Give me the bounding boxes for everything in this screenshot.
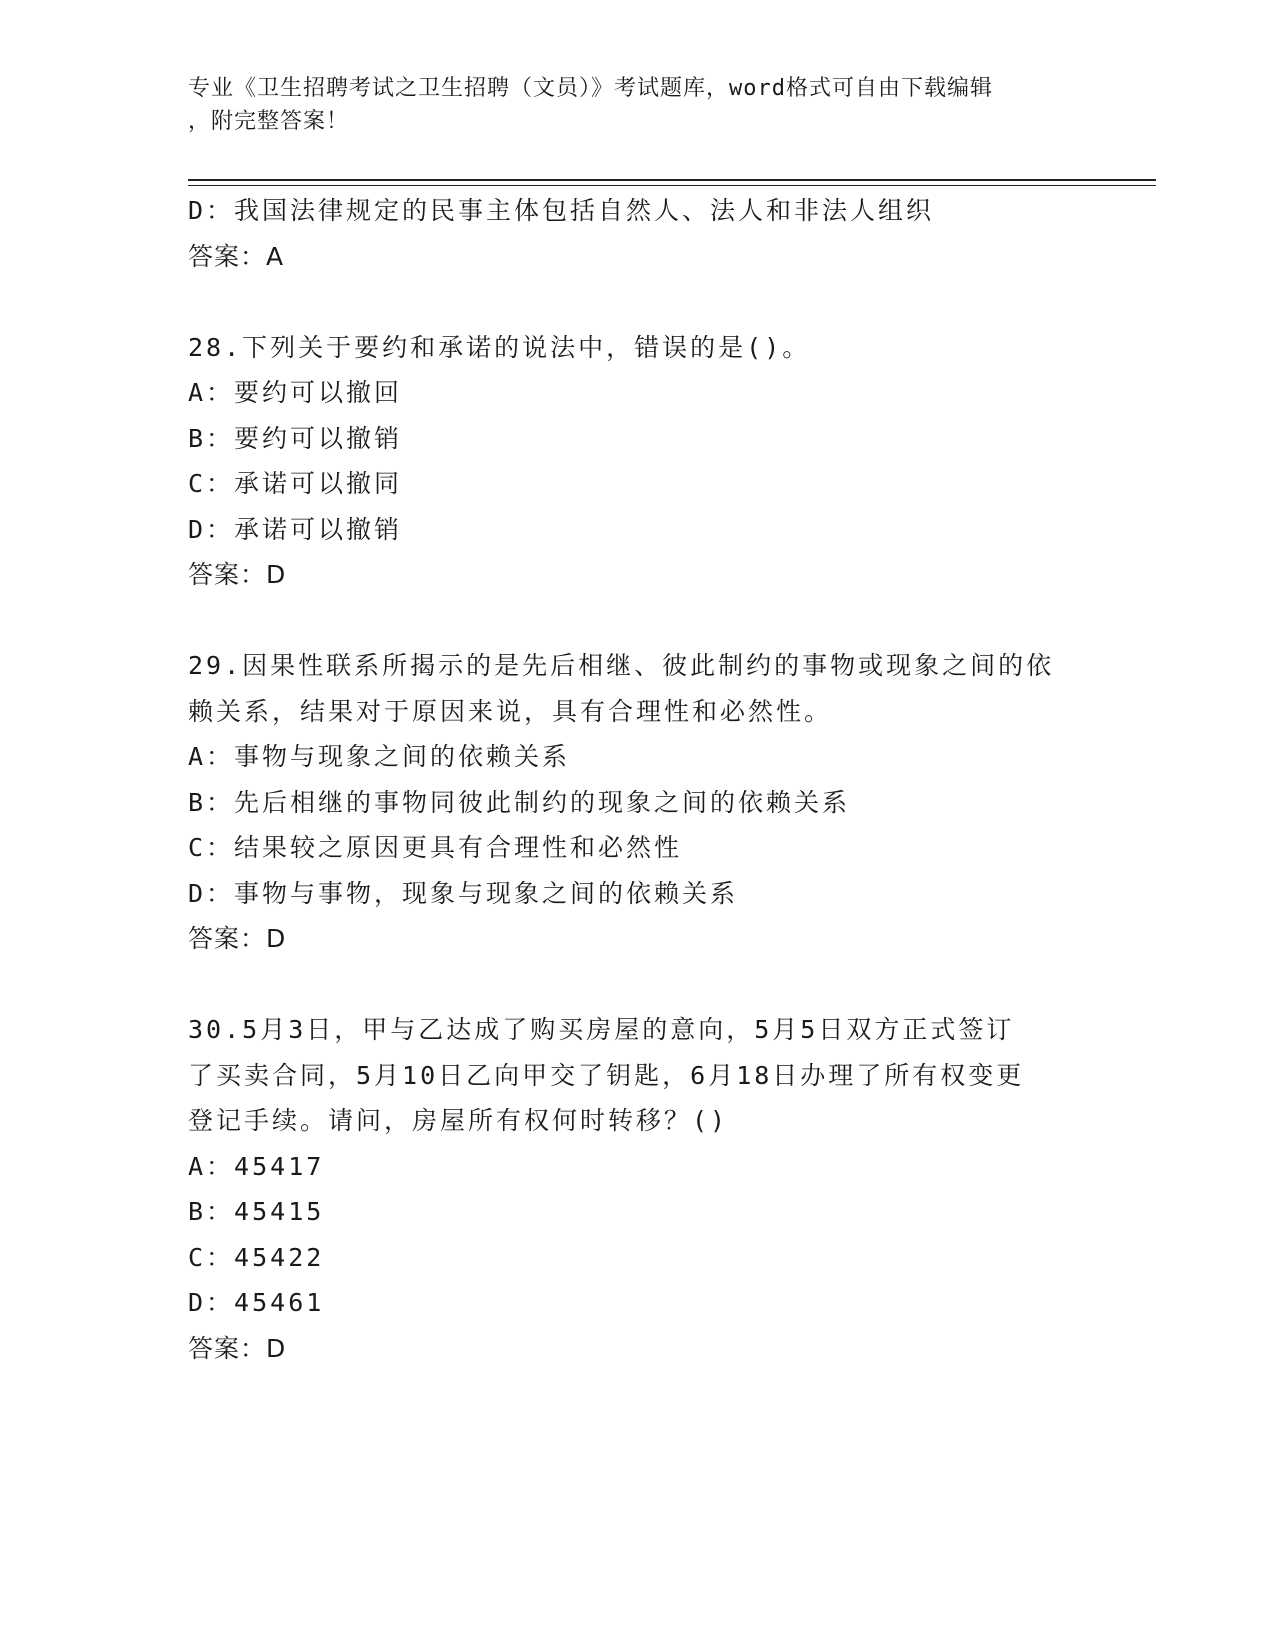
question-stem: 28.下列关于要约和承诺的说法中，错误的是()。 [188,332,811,362]
header-line-2: ，附完整答案！ [188,109,350,134]
document-body [188,188,1088,1371]
option-d: D：事物与事物，现象与现象之间的依赖关系 [188,878,739,908]
question-stem-line-2: 了买卖合同，5月10日乙向甲交了钥匙，6月18日办理了所有权变更 [188,1060,1025,1090]
question-stem-line-1: 29.因果性联系所揭示的是先后相继、彼此制约的事物或现象之间的依 [188,651,1055,680]
question-stem-line-2: 赖关系，结果对于原因来说，具有合理性和必然性。 [188,696,833,726]
question-stem-line-3: 登记手续。请问，房屋所有权何时转移？() [188,1106,729,1135]
option-d: D：我国法律规定的民事主体包括自然人、法人和非法人组织 [188,196,935,225]
question-block-27 [188,188,1088,279]
spacer [188,279,1088,325]
option-b: B：45415 [188,1197,325,1226]
header-divider-thin [188,185,1156,186]
option-a: A：要约可以撤回 [188,378,403,407]
option-d: D：45461 [188,1288,325,1317]
option-c: C：45422 [188,1242,325,1272]
option-c: C：结果较之原因更具有合理性和必然性 [188,833,683,862]
spacer [188,598,1088,644]
question-block-30 [188,1007,1088,1371]
option-c: C：承诺可以撤同 [188,469,403,498]
answer-line: 答案：D [188,924,287,953]
option-d: D：承诺可以撤销 [188,514,403,544]
header-divider [188,179,1156,181]
option-b: B：先后相继的事物同彼此制约的现象之间的依赖关系 [188,787,851,817]
question-block-28 [188,325,1088,598]
question-stem-line-1: 30.5月3日，甲与乙达成了购买房屋的意向，5月5日双方正式签订 [188,1015,1015,1044]
header-line-1: 专业《卫生招聘考试之卫生招聘（文员）》考试题库，word格式可自由下载编辑 [188,76,993,101]
answer-line: 答案：A [188,241,285,271]
answer-line: 答案：D [188,560,287,589]
option-b: B：要约可以撤销 [188,423,403,453]
option-a: A：事物与现象之间的依赖关系 [188,742,571,771]
document-header [188,72,1088,138]
question-block-29 [188,643,1088,962]
option-a: A：45417 [188,1151,325,1181]
spacer [188,962,1088,1008]
answer-line: 答案：D [188,1333,287,1363]
